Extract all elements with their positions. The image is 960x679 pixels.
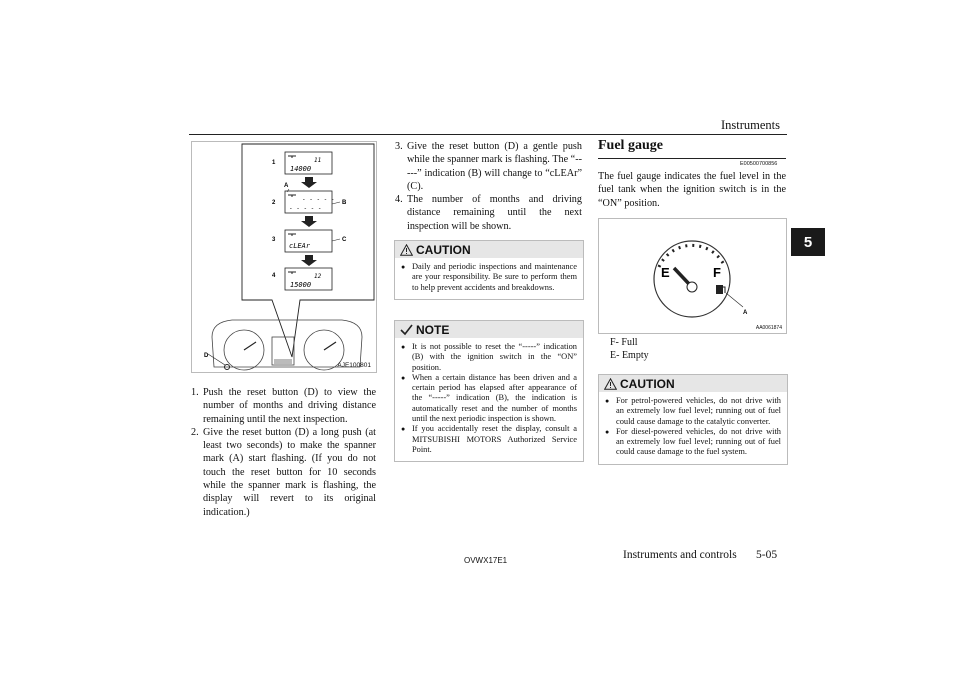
caution-item: ● For diesel-powered vehicles, do not drive with an extremely low fuel level; running out of fuel could cause damage to the fuel system. <box>605 426 781 457</box>
step-item: 4. The number of months and driving distance remaining until the next inspection will be shown. <box>395 194 582 232</box>
step-item: 3. Give the reset button (D) a gentle push while the spanner mark is flashing. The “-----” indication (B) will change to “cLEAr” (C). <box>395 141 582 192</box>
reset-procedure-figure <box>191 141 377 373</box>
caution-item: ● Daily and periodic inspections and maintenance are your responsibility. Be sure to perform them to help prevent accidents and breakdowns. <box>401 262 577 292</box>
step-1-label: 1 <box>272 160 276 166</box>
step-2-label: 2 <box>272 200 276 206</box>
display-1-distance: 14000 <box>290 165 312 173</box>
section-code: E00500700856 <box>740 161 778 167</box>
gauge-legend <box>610 336 649 362</box>
note-box <box>394 320 584 462</box>
label-c: C <box>342 237 347 243</box>
caution-header: CAUTION <box>599 375 787 392</box>
spanner-icon <box>288 156 296 158</box>
label-a: A <box>284 183 289 189</box>
gauge-e-label: E <box>661 265 670 280</box>
note-item: ● It is not possible to reset the “-----” indication (B) with the ignition switch in the “ON” position. <box>401 342 577 372</box>
legend-full: F- Full <box>610 337 638 348</box>
down-arrow-icon <box>301 177 317 188</box>
display-4-months: 12 <box>314 273 322 280</box>
note-header: NOTE <box>395 321 583 338</box>
gauge-a-label: A <box>743 310 748 316</box>
section-title: Fuel gauge <box>598 138 663 153</box>
fuel-pump-icon <box>716 285 725 294</box>
display-4-distance: 15000 <box>290 281 312 289</box>
spanner-icon <box>288 234 296 236</box>
caution-item: ● For petrol-powered vehicles, do not drive with an extremely low fuel level; running out of fuel could cause damage to the catalytic converter. <box>605 396 781 426</box>
section-rule <box>598 158 786 159</box>
step-3-label: 3 <box>272 237 276 243</box>
note-item: ● If you accidentally reset the display, consult a MITSUBISHI MOTORS Authorized Service Point. <box>401 424 577 454</box>
display-1-months: 11 <box>314 157 322 164</box>
footer-code: OVWX17E1 <box>464 556 508 565</box>
step-item: 2. Give the reset button (D) a long push (at least two seconds) to make the spanner mark (A) start flashing. (If you do not touch the reset button for 10 seconds while the spanner mark is flashing, the display will revert to its original indication.) <box>191 426 376 518</box>
chapter-tab: 5 <box>791 228 825 256</box>
caution-box-fuel <box>598 374 788 465</box>
fuel-intro: The fuel gauge indicates the fuel level in the fuel tank when the ignition switch is in the “ON” position. <box>598 171 786 209</box>
callout-frame <box>242 144 374 357</box>
figure-code: AJE100801 <box>337 362 371 369</box>
fuel-figure-code: AA0061874 <box>755 325 782 331</box>
down-arrow-icon <box>301 255 317 266</box>
fuel-gauge-figure <box>598 218 787 334</box>
steps-left <box>191 386 376 519</box>
caution-box-maintenance <box>394 240 584 300</box>
caution-header: CAUTION <box>395 241 583 258</box>
fuel-gauge-illustration <box>599 219 786 333</box>
display-3-text: cLEAr <box>289 242 311 250</box>
note-item: ● When a certain distance has been driven and a certain period has elapsed after appearance of the “-----” indication (B), the indication is automatically reset and the number of months until the next periodic inspection is shown. <box>401 372 577 424</box>
label-d: D <box>204 353 209 359</box>
warning-triangle-icon <box>604 378 617 390</box>
down-arrow-icon <box>301 216 317 227</box>
steps-middle <box>395 140 582 233</box>
running-header: Instruments <box>721 118 781 132</box>
spanner-icon <box>288 272 296 274</box>
legend-empty: E- Empty <box>610 350 649 361</box>
step-item: 1. Push the reset button (D) to view the number of months and driving distance remaining until the next inspection. <box>191 387 376 425</box>
page-number: 5-05 <box>756 549 778 561</box>
header-rule <box>189 134 787 135</box>
note-check-icon <box>400 324 413 336</box>
reset-procedure-illustration <box>192 142 376 372</box>
footer-section: Instruments and controls <box>623 549 737 561</box>
display-2-bottom: - - - - - <box>289 205 322 212</box>
label-b: B <box>342 200 347 206</box>
gauge-f-label: F <box>713 265 721 280</box>
display-2-top: - - - - - <box>302 196 335 203</box>
step-4-label: 4 <box>272 273 276 279</box>
spanner-icon <box>288 195 296 197</box>
warning-triangle-icon <box>400 244 413 256</box>
